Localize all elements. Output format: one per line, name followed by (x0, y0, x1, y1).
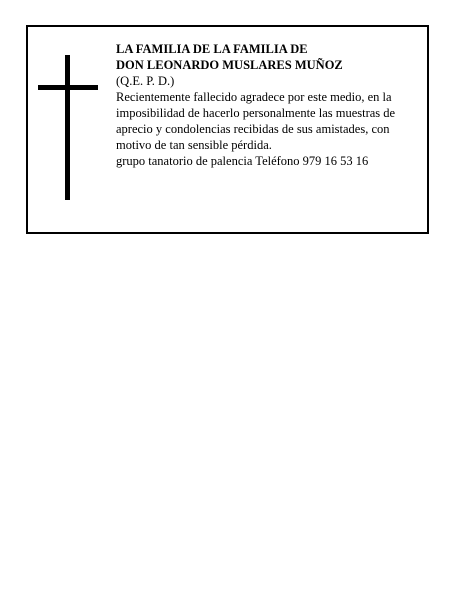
notice-body: Recientemente fallecido agradece por este medio, en la imposibilidad de hacerlo personalmente las muestras de aprecio y condolencias recibidas de sus amistades, con motivo de tan sensible pérdida. (116, 90, 396, 152)
notice-heading-deceased-name: DON LEONARDO MUSLARES MUÑOZ (116, 58, 343, 72)
obituary-notice (26, 25, 429, 234)
latin-cross-icon (38, 55, 98, 200)
notice-qepd: (Q.E. P. D.) (116, 74, 175, 88)
notice-contact: grupo tanatorio de palencia Teléfono 979 16 53 16 (116, 154, 369, 168)
cross-horizontal-beam (38, 85, 98, 90)
notice-text (116, 41, 424, 169)
notice-heading-family: LA FAMILIA DE LA FAMILIA DE (116, 42, 308, 56)
cross-vertical-beam (65, 55, 70, 200)
